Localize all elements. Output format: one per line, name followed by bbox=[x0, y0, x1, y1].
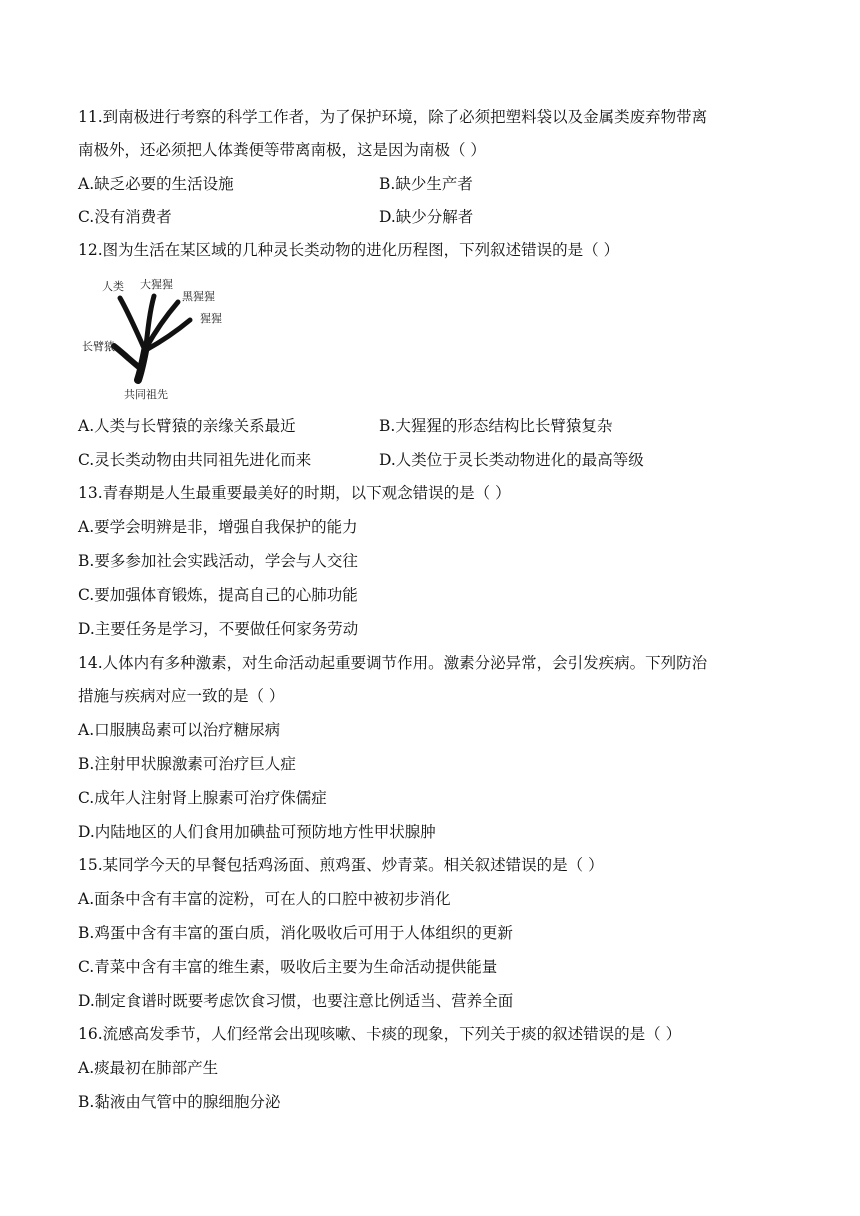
q12-option-b: B.大猩猩的形态结构比长臂猿复杂 bbox=[379, 417, 613, 435]
label-common-ancestor: 共同祖先 bbox=[124, 388, 168, 401]
q11-stem-line2: 南极外，还必须把人体粪便等带离南极，这是因为南极（ ） bbox=[78, 141, 486, 159]
q14-stem-line2: 措施与疾病对应一致的是（ ） bbox=[78, 687, 285, 705]
evolution-tree-diagram bbox=[78, 272, 238, 404]
branch-gibbon bbox=[114, 346, 140, 368]
branch-human bbox=[120, 298, 144, 348]
q15-option-b: B.鸡蛋中含有丰富的蛋白质，消化吸收后可用于人体组织的更新 bbox=[78, 924, 513, 942]
label-gorilla: 大猩猩 bbox=[140, 278, 173, 291]
q13-option-a: A.要学会明辨是非，增强自我保护的能力 bbox=[78, 518, 358, 536]
q15-stem: 15.某同学今天的早餐包括鸡汤面、煎鸡蛋、炒青菜。相关叙述错误的是（ ） bbox=[78, 856, 604, 874]
q15-option-c: C.青菜中含有丰富的维生素，吸收后主要为生命活动提供能量 bbox=[78, 958, 498, 976]
q14-option-b: B.注射甲状腺激素可治疗巨人症 bbox=[78, 755, 296, 773]
q13-option-b: B.要多参加社会实践活动，学会与人交往 bbox=[78, 552, 358, 570]
label-gibbon: 长臂猿 bbox=[82, 340, 115, 353]
q14-option-c: C.成年人注射肾上腺素可治疗侏儒症 bbox=[78, 789, 327, 807]
q16-option-b: B.黏液由气管中的腺细胞分泌 bbox=[78, 1093, 281, 1111]
label-chimpanzee: 黑猩猩 bbox=[182, 290, 215, 303]
q12-stem: 12.图为生活在某区域的几种灵长类动物的进化历程图，下列叙述错误的是（ ） bbox=[78, 241, 620, 259]
q15-option-d: D.制定食谱时既要考虑饮食习惯，也要注意比例适当、营养全面 bbox=[78, 992, 514, 1010]
q12-option-c: C.灵长类动物由共同祖先进化而来 bbox=[78, 451, 312, 469]
q11-option-b: B.缺少生产者 bbox=[379, 175, 473, 193]
label-orangutan: 猩猩 bbox=[200, 312, 222, 325]
q11-option-a: A.缺乏必要的生活设施 bbox=[78, 175, 234, 193]
q14-stem-line1: 14.人体内有多种激素，对生命活动起重要调节作用。激素分泌异常，会引发疾病。下列防治 bbox=[78, 654, 708, 672]
q11-option-d: D.缺少分解者 bbox=[379, 208, 474, 226]
evolution-tree-figure bbox=[78, 272, 238, 404]
q16-option-a: A.痰最初在肺部产生 bbox=[78, 1059, 219, 1077]
q12-option-d: D.人类位于灵长类动物进化的最高等级 bbox=[379, 451, 644, 469]
q11-option-c: C.没有消费者 bbox=[78, 208, 172, 226]
q11-stem-line1: 11.到南极进行考察的科学工作者，为了保护环境，除了必须把塑料袋以及金属类废弃物带离 bbox=[78, 108, 708, 126]
q16-stem: 16.流感高发季节，人们经常会出现咳嗽、卡痰的现象，下列关于痰的叙述错误的是（ ） bbox=[78, 1025, 682, 1043]
q14-option-d: D.内陆地区的人们食用加碘盐可预防地方性甲状腺肿 bbox=[78, 823, 436, 841]
q13-option-c: C.要加强体育锻炼，提高自己的心肺功能 bbox=[78, 586, 358, 604]
q14-option-a: A.口服胰岛素可以治疗糖尿病 bbox=[78, 721, 281, 739]
q12-option-a: A.人类与长臂猿的亲缘关系最近 bbox=[78, 417, 296, 435]
label-human: 人类 bbox=[102, 280, 124, 293]
q13-option-d: D.主要任务是学习，不要做任何家务劳动 bbox=[78, 620, 359, 638]
q15-option-a: A.面条中含有丰富的淀粉，可在人的口腔中被初步消化 bbox=[78, 890, 451, 908]
q13-stem: 13.青春期是人生最重要最美好的时期，以下观念错误的是（ ） bbox=[78, 484, 511, 502]
